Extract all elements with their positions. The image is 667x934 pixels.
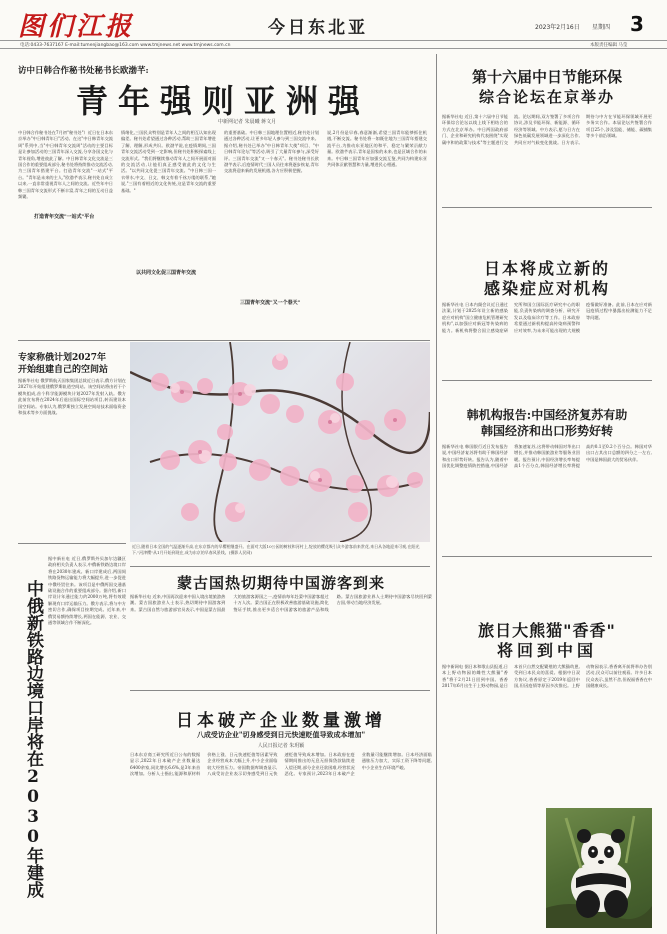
lead-col-2-text: 情绪化,三国民众特别是青年人之间的相互认知出现偏差。秘书处希望通过各种活动,帮助三国青年增进了解、理解,形成共识。欧渤芊说,在疫情期间,三国青年交流活动受到一定影响,但秘书处积极探索线上交流形式。"我们将继续推动青年人之间开展面对面的交流活动,让他们真正感受彼此的文化与生活。"以共同文化促三国青年交流。"中日韩三国一衣带水,中文、日文、韩文有着千丝万缕的联系,"她说,"三国有着相近的文化传统,这是青年交流的重要基础。" <box>121 130 216 193</box>
panda-body <box>442 664 652 804</box>
energy-body-text: 据新华社电 近日,第十六届中日节能环保综合论坛以线上线下相结合的方式在北京举办。中日两国政府部门、企业和研究机构代表围绕"实现碳中和的政策与技术"等主题进行交流。论坛期间,双方签署了多项合作协议,涉及节能环保、新能源、循环经济等领域。中方表示,愿与日方在绿色低碳发展领域进一步深化合作,共同应对气候变化挑战。日方表示,期待与中方在节能环保领域开展更多务实合作。本届论坛共签署合作项目25个,涉及氢能、储能、碳捕集等多个前沿领域。 <box>442 114 652 145</box>
energy-headline-2: 综合论坛在京举办 <box>478 88 615 106</box>
divider <box>130 690 430 691</box>
korea-headline-1: 韩机构报告:中国经济复苏有助 <box>466 408 628 422</box>
lead-col-2 <box>121 130 216 339</box>
story-space-station <box>18 342 126 542</box>
korea-body-text: 据新华社电 韩国银行近日发布报告说,中国经济复苏将有助于韩国经济和出口形势好转。报告认为,随着中国优化调整疫情防控措施,中国经济将加速复苏,这将带动韩国对华出口增长,并推动韩国旅游业等服务业回暖。报告预计,中国经济增长率每提高1个百分点,韩国经济增长率将提高约0.1至0.2个百分点。韩国对华出口占其出口总额的四分之一左右,中国是韩国最大的贸易伙伴。 <box>442 444 652 469</box>
divider <box>130 566 430 567</box>
lead-col-3-text: 的重要基础。中日韩三国地理位置相近,秘书处计划通过各种活动,让更多年轻人参与到三国交流中来。据介绍,秘书处已举办"中日韩青年大使"项目、"中日韩青年论坛"等活动,吸引了大量青年参与,深受好评。三国青年交流"又一个春天"。秘书处秘书长欧渤芊表示,后疫情时代三国人员往来将逐步恢复,青年交流将迎来新的发展机遇,各方应积极把握。 <box>224 130 319 174</box>
lead-sub-3: 三国青年交流"又一个春天" <box>240 300 301 306</box>
newspaper-logo: 图们江报 <box>18 12 135 40</box>
issue-date: 2023年2月16日 <box>535 24 580 31</box>
energy-body <box>442 114 652 204</box>
lead-sub-1: 打造青年交流"一站式"平台 <box>34 214 95 220</box>
lead-sub-2: 以共同文化促三国青年交流 <box>136 270 197 276</box>
lead-story <box>18 54 428 339</box>
lead-kicker: 访中日韩合作秘书处秘书长欧渤芊: <box>18 66 149 76</box>
rail-body-text: 据中新社电 近日,俄罗斯外贝加尔边疆区政府相关负责人表示,中俄新铁路边境口岸将在2030年建成。新口岸建成后,两国间铁路货物运输能力将大幅提升,进一步促进中俄经贸往来。该项目是中俄两国交通基础设施合作的重要组成部分。据介绍,新口岸设计年通过能力约2000万吨,将有效缓解现有口岸运输压力。俄方表示,将与中方密切合作,确保项目按期完成。近年来,中俄贸易额持续增长,两国在能源、农业、交通等领域合作不断深化。 <box>48 556 126 626</box>
bankruptcy-body-text: 日本东京商工研究所近日公布的数据显示,2022年日本破产企业数量达6400余家,同比增长6.6%,是3年来首次增加。分析人士指出,能源和原材料价格上涨、日元快速贬值等因素导致企业经营成本大幅上升,中小企业面临较大经营压力。帝国数据库调查显示,八成受访企业表示切身感受到日元快速贬值导致成本增加。日本政府在疫情期间推出的无息无担保贷款陆续进入偿还期,部分企业还款困难,经营状况恶化。专家预计,2023年日本破产企业数量可能继续增加。日本经济面临通胀压力加大、实际工资下降等问题,中小企业生存环境严峻。 <box>130 752 432 777</box>
infection-body <box>442 302 652 380</box>
cherry-blossom-graphic <box>130 342 430 542</box>
lead-headline: 青年强则亚洲强 <box>75 82 370 120</box>
story-energy-forum <box>442 60 652 205</box>
photo-caption-text: 近日,随着日本全国的气温逐渐升高,在东京都内的早樱相继盛开。在面对大阪10公园的树枝和河村上,绽放的樱花吸引众多游客前来赏花,来日从各地迎来可观,在阳光下,"河津樱"从1月开始到现在,成为东京的早春风景线。(摄影人民网) <box>132 544 420 555</box>
divider <box>442 556 652 557</box>
lead-col-3 <box>224 130 319 339</box>
contact-bar <box>0 40 667 49</box>
divider <box>442 380 652 381</box>
bankruptcy-byline: 人民日报记者 朱玥颖 <box>257 743 305 749</box>
column-divider <box>436 54 437 934</box>
page-number: 3 <box>630 12 644 36</box>
infection-body-text: 据新华社电 日本内阁会议近日通过法案,计划于2025年设立新的感染症应对机构"国立健康危机管理研究机构",以加强应对新冠等传染病的能力。新机构将整合国立感染症研究所和国立国际医疗研究中心的职能,负责传染病的调查分析、研究开发以及临床诊疗等工作。日本政府希望通过新机构提高传染病预警和应对效率,为未来可能出现的大规模疫情做好准备。此前,日本在应对新冠疫情过程中暴露出检测能力不足等问题。 <box>442 302 652 333</box>
lead-col-1 <box>18 130 113 339</box>
rail-headline: 中俄新铁路边境口岸将在2030年建成 <box>23 580 43 898</box>
panda-photo <box>546 808 652 928</box>
story-infection-agency <box>442 210 652 380</box>
story-korea-report <box>442 382 652 552</box>
story-bankruptcy <box>130 692 432 934</box>
infection-headline-2: 感染症应对机构 <box>483 279 610 298</box>
panda-graphic <box>546 808 652 928</box>
cherry-blossom-photo <box>130 342 430 542</box>
bankruptcy-headline: 日本破产企业数量激增 <box>176 711 386 731</box>
panda-headline-2: 将回到中国 <box>496 641 597 660</box>
panda-body-text: 据中新网电 据日本和歌山县报道,日本上野动物园的雌性大熊猫"香香"将于2月21日回到中国。香香2017年6月出生于上野动物园,是日本首只自然交配繁殖的大熊猫幼崽,受到日本民众的喜爱。根据中日双方协议,香香原定于2019年返回中国,但因疫情等原因多次推迟。上野动物园表示,香香离开前将举办告别活动,民众可以前往观看。许多日本民众表示,虽然不舍,但祝福香香在中国健康成长。 <box>442 664 652 689</box>
bankruptcy-body <box>130 752 432 932</box>
mongolia-headline: 蒙古国热切期待中国游客到来 <box>176 574 385 592</box>
masthead <box>0 0 667 40</box>
korea-body <box>442 444 652 549</box>
issue-weekday: 星期四 <box>592 24 611 31</box>
divider <box>442 207 652 208</box>
lead-byline: 中新网记者 朱晨曦 蒋文月 <box>218 119 277 125</box>
infection-headline-1: 日本将成立新的 <box>483 259 610 278</box>
editor-line: 本版责任编辑 马莹 <box>590 43 628 48</box>
expert-body-text: 据新华社电 俄罗斯航天国家集团总裁近日表示,俄方计划在2027年开始组建俄罗斯轨道空间站。该空间站将由若干个模块组成,首个科学能源模块计划2027年发射入轨。俄方此前宣布将在2024年后退出国际空间站项目,转而建设本国空间站。专家认为,俄罗斯独立发展空间站技术面临资金和技术等多方面挑战。 <box>18 378 126 416</box>
expert-headline-2: 开始组建自己的空间站 <box>18 365 109 375</box>
korea-headline-2: 韩国经济和出口形势好转 <box>480 424 613 438</box>
expert-body <box>18 378 126 540</box>
photo-caption <box>132 544 428 564</box>
energy-headline-1: 第十六届中日节能环保 <box>471 68 622 86</box>
lead-col-4 <box>327 130 427 339</box>
expert-headline-1: 专家称俄计划2027年 <box>18 353 107 363</box>
bankruptcy-subhead: 八成受访企业"切身感受到日元快速贬值导致成本增加" <box>196 730 366 739</box>
lead-col-4-text: 说,2月份是早春,春意渐渐,希望三国青年能够抓住机遇,不断交流。秘书处将一如既往地为三国青年搭建交流平台,为推动东亚地区的和平、稳定与繁荣贡献力量。欧渤芊表示,青年是国家的未来,也是区域合作的未来。中日韩三国青年应加强交流互鉴,共同为构建东亚共同体贡献智慧和力量,增进民心相通。 <box>327 130 427 168</box>
divider <box>18 543 126 544</box>
rail-body <box>48 556 126 926</box>
lead-col-1-text: 中日韩合作秘书处在7月初"秘书处"）近日在日本东京举办"中日韩青年日"活动。在这"中日韩青年交流周"系列中,当"中日韩青年交流周"活动的主要目标是让参加活动的三国青年深入交流,分享各国文化与青年视角,增进彼此了解。中日韩青年文化交流是三国合作的重要组成部分,秘书处将持续推动交流活动,为三国青年搭建平台。打造青年交流"一站式"平台。"青年是未来的主人,"欧渤芊表示,秘书处自成立以来,一直非常重视青年人之间的交流。近些年中日韩三国青年交流形式不断丰富,青年之间的互动日益频繁。 <box>18 130 113 200</box>
contact-line: 电话:0433-7637167 E-mail:tumenjiangbao@163.com www.tmjnews.net www.tmjnews.com.cn <box>20 43 231 48</box>
story-panda <box>442 560 652 934</box>
section-divider <box>18 340 430 341</box>
section-title: 今日东北亚 <box>268 18 368 38</box>
story-mongolia <box>130 568 432 688</box>
mongolia-body <box>130 594 432 688</box>
panda-headline-1: 旅日大熊猫"香香" <box>478 621 616 640</box>
mongolia-body-text: 据新华社电 近来,中国再次迎来中国入境出境旅游热潮。蒙古国旅游业人士表示,热切期待中国游客到来。蒙古国自然与旅游部官员表示,中国是蒙古国最大的旅游客源国之一,疫情前每年赴蒙中国游客超过十万人次。蒙古国正在积极改善旅游基础设施,简化签证手续,推出更多适合中国游客的旅游产品和线路。蒙古国旅游业界人士期待中国游客尽快回到蒙古国,带动当地经济发展。 <box>130 594 432 612</box>
story-rail-port <box>18 546 126 934</box>
